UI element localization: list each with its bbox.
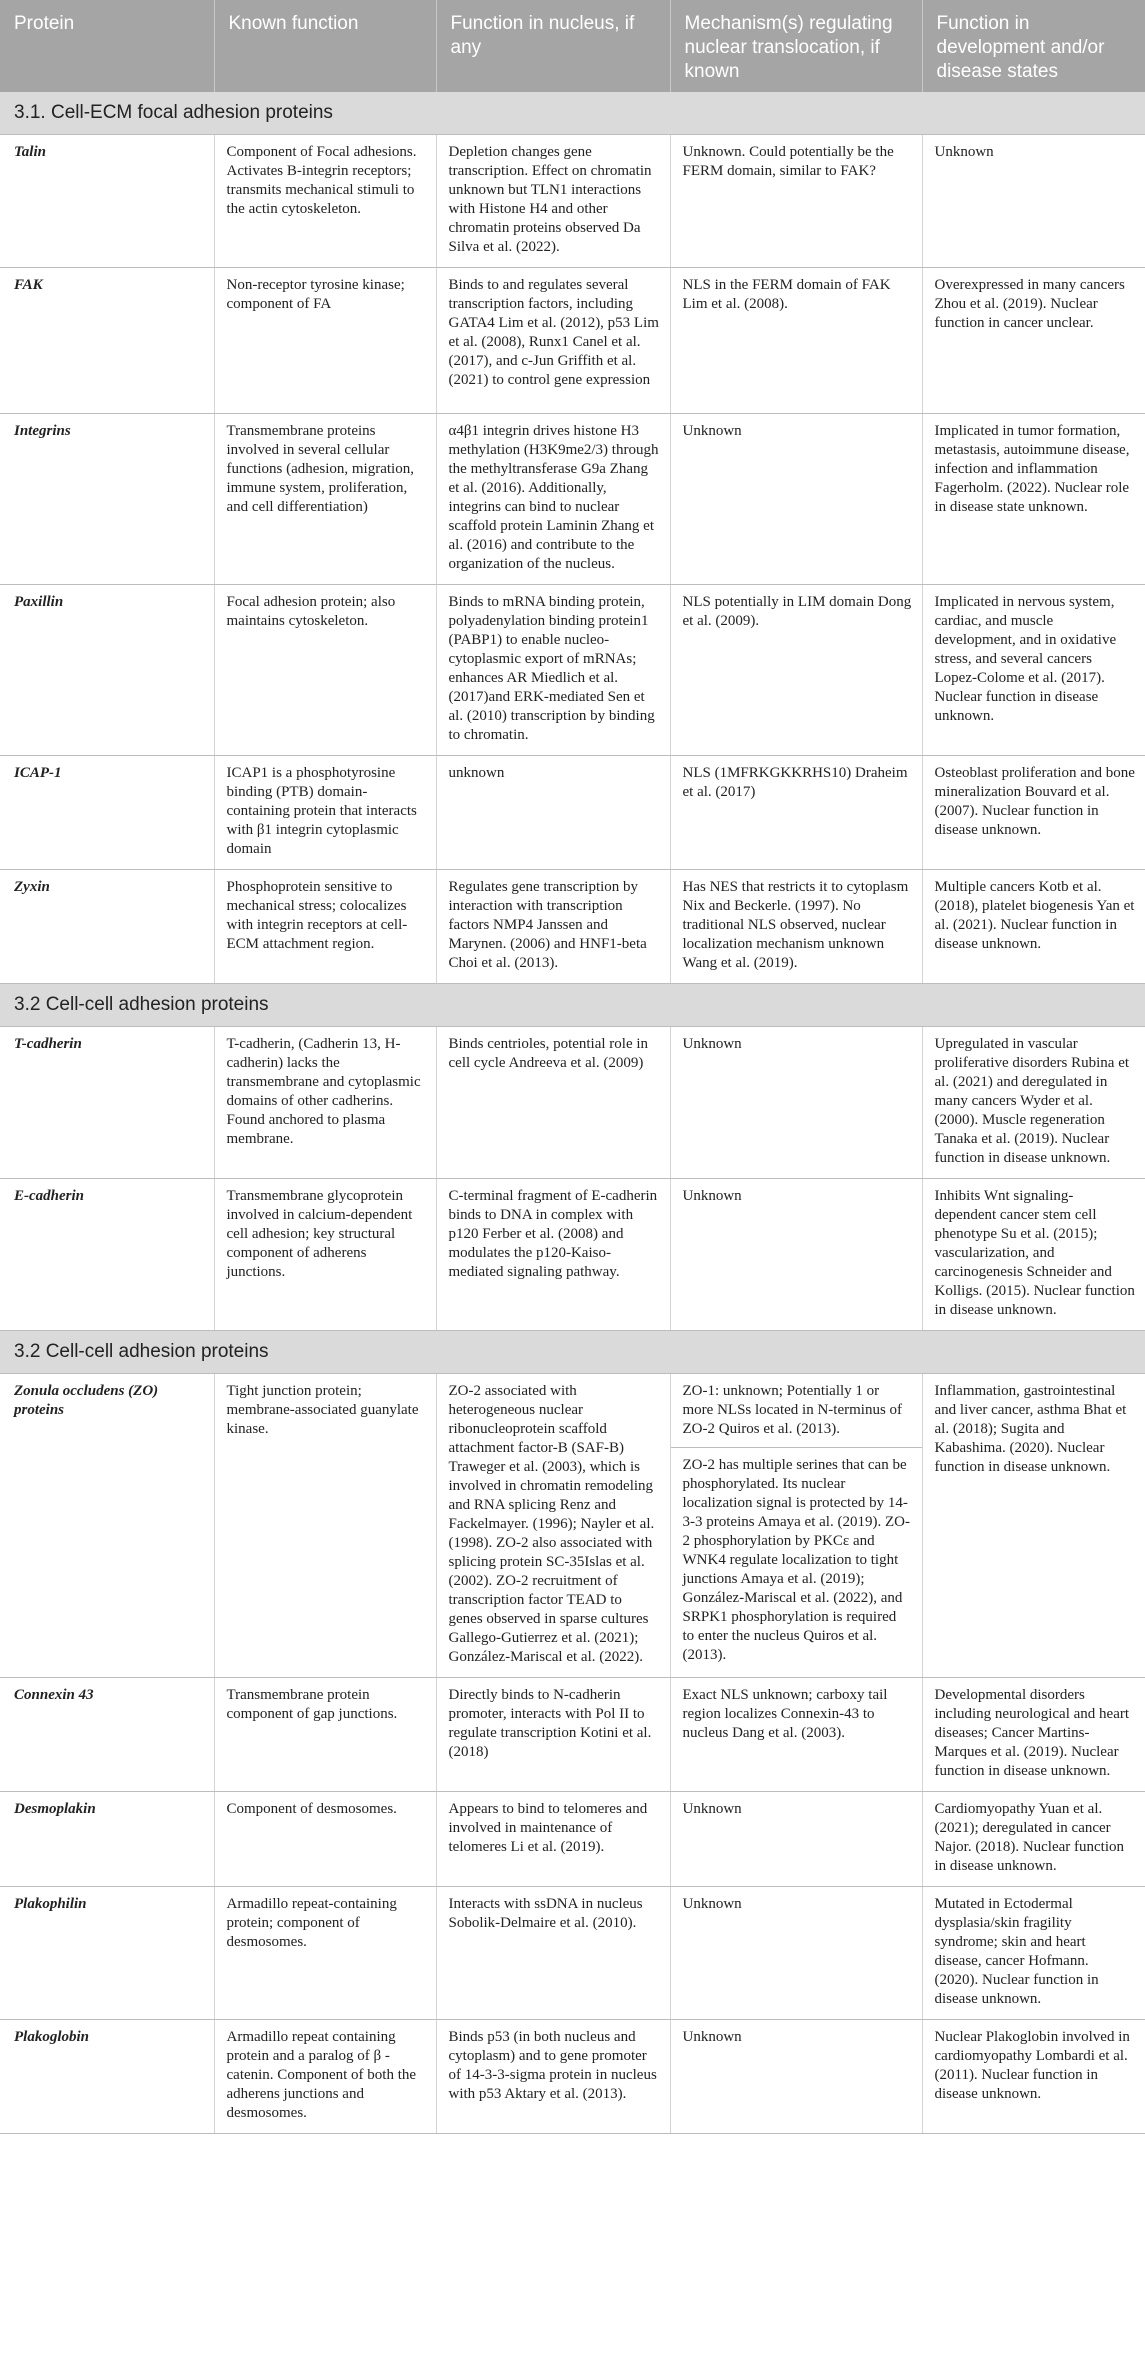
disease-cell: Osteoblast proliferation and bone mineralization Bouvard et al. (2007). Nuclear function in disease unknown. (922, 756, 1145, 870)
known-function-cell: Non-receptor tyrosine kinase; component of FA (214, 268, 436, 414)
protein-cell: Plakophilin (0, 1887, 214, 2020)
disease-cell: Implicated in tumor formation, metastasis, autoimmune disease, infection and inflammation Fagerholm. (2022). Nuclear role in disease state unknown. (922, 414, 1145, 585)
table-row (0, 268, 1145, 414)
header-protein: Protein (0, 0, 214, 92)
mechanism-cell (670, 1678, 922, 1792)
table-row (0, 135, 1145, 268)
nucleus-function-cell: C-terminal fragment of E-cadherin binds to DNA in complex with p120 Ferber et al. (2008) and modulates the p120-Kaiso-mediated signaling pathway. (436, 1179, 670, 1331)
protein-cell: Talin (0, 135, 214, 268)
nucleus-function-cell: Binds centrioles, potential role in cell cycle Andreeva et al. (2009) (436, 1027, 670, 1179)
nucleus-function-cell: Binds to and regulates several transcription factors, including GATA4 Lim et al. (2012), p53 Lim et al. (2008), Runx1 Canel et al. (2017), and c-Jun Griffith et al. (2021) to control gene expression (436, 268, 670, 414)
table-row (0, 756, 1145, 870)
mechanism-text: Unknown (682, 1896, 742, 1912)
protein-cell: FAK (0, 268, 214, 414)
mechanism-cell (670, 1792, 922, 1887)
header-row (0, 0, 1145, 92)
mechanism-cell (670, 135, 922, 268)
mechanism-cell (670, 2020, 922, 2134)
table-row (0, 1792, 1145, 1887)
known-function-cell: ICAP1 is a phosphotyrosine binding (PTB) domain-containing protein that interacts with β1 integrin cytoplasmic domain (214, 756, 436, 870)
table-row (0, 1887, 1145, 2020)
disease-cell: Inflammation, gastrointestinal and liver cancer, asthma Bhat et al. (2018); Sugita and Kabashima. (2020). Nuclear function in disease unknown. (922, 1374, 1145, 1678)
mechanism-text: Unknown (682, 1188, 742, 1204)
mechanism-text: Has NES that restricts it to cytoplasm Nix and Beckerle. (1997). No traditional NLS observed, nuclear localization mechanism unknown Wang et al. (2019). (682, 879, 909, 971)
mechanism-text: Unknown (682, 1801, 742, 1817)
protein-cell: Connexin 43 (0, 1678, 214, 1792)
known-function-cell: Tight junction protein; membrane-associated guanylate kinase. (214, 1374, 436, 1678)
known-function-cell: Component of desmosomes. (214, 1792, 436, 1887)
header-known-function: Known function (214, 0, 436, 92)
protein-cell: Paxillin (0, 585, 214, 756)
section-header (0, 984, 1145, 1027)
known-function-cell: Transmembrane proteins involved in several cellular functions (adhesion, migration, immune system, proliferation, and cell differentiation) (214, 414, 436, 585)
mechanism-text: NLS (1MFRKGKKRHS10) Draheim et al. (2017) (682, 765, 908, 800)
nucleus-function-cell: α4β1 integrin drives histone H3 methylation (H3K9me2/3) through the methyltransferase G9a Zhang et al. (2016). Additionally, integrins can bind to nuclear scaffold protein Laminin Zhang et al. (2016) and contribute to the organization of the nucleus. (436, 414, 670, 585)
nucleus-function-cell: unknown (436, 756, 670, 870)
nucleus-function-cell: Binds p53 (in both nucleus and cytoplasm) and to gene promoter of 14-3-3-sigma protein in nucleus with p53 Aktary et al. (2013). (436, 2020, 670, 2134)
mechanism-text: Unknown (682, 2029, 742, 2045)
nucleus-function-cell: Binds to mRNA binding protein, polyadenylation binding protein1 (PABP1) to enable nucleo-cytoplasmic export of mRNAs; enhances AR Miedlich et al. (2017)and ERK-mediated Sen et al. (2010) transcription by binding to chromatin. (436, 585, 670, 756)
nucleus-function-cell: Regulates gene transcription by interaction with transcription factors NMP4 Janssen and Marynen. (2006) and HNF1-beta Choi et al. (2013). (436, 870, 670, 984)
disease-cell: Implicated in nervous system, cardiac, and muscle development, and in oxidative stress, and several cancers Lopez-Colome et al. (2017). Nuclear function in disease unknown. (922, 585, 1145, 756)
disease-cell: Developmental disorders including neurological and heart diseases; Cancer Martins-Marques et al. (2019). Nuclear function in disease unknown. (922, 1678, 1145, 1792)
protein-cell: Desmoplakin (0, 1792, 214, 1887)
table-row (0, 1678, 1145, 1792)
disease-cell: Overexpressed in many cancers Zhou et al. (2019). Nuclear function in cancer unclear. (922, 268, 1145, 414)
nucleus-function-cell: Depletion changes gene transcription. Effect on chromatin unknown but TLN1 interactions with Histone H4 and other chromatin proteins observed Da Silva et al. (2022). (436, 135, 670, 268)
mechanism-text: NLS in the FERM domain of FAK Lim et al. (2008). (682, 277, 891, 312)
known-function-cell: Armadillo repeat-containing protein; component of desmosomes. (214, 1887, 436, 2020)
table-row (0, 585, 1145, 756)
mechanism-cell (670, 1374, 922, 1678)
disease-cell: Unknown (922, 135, 1145, 268)
mechanism-cell (670, 1027, 922, 1179)
disease-cell: Nuclear Plakoglobin involved in cardiomyopathy Lombardi et al. (2011). Nuclear function in disease unknown. (922, 2020, 1145, 2134)
known-function-cell: Armadillo repeat containing protein and a paralog of β -catenin. Component of both the adherens junctions and desmosomes. (214, 2020, 436, 2134)
known-function-cell: T-cadherin, (Cadherin 13, H-cadherin) lacks the transmembrane and cytoplasmic domains of other cadherins. Found anchored to plasma membrane. (214, 1027, 436, 1179)
known-function-cell: Component of Focal adhesions. Activates B-integrin receptors; transmits mechanical stimuli to the actin cytoskeleton. (214, 135, 436, 268)
header-function-in-nucleus: Function in nucleus, if any (436, 0, 670, 92)
mechanism-cell (670, 585, 922, 756)
protein-cell: T-cadherin (0, 1027, 214, 1179)
protein-cell: Plakoglobin (0, 2020, 214, 2134)
mechanism-cell (670, 268, 922, 414)
known-function-cell: Transmembrane glycoprotein involved in calcium-dependent cell adhesion; key structural component of adherens junctions. (214, 1179, 436, 1331)
known-function-cell: Phosphoprotein sensitive to mechanical stress; colocalizes with integrin receptors at cell-ECM attachment region. (214, 870, 436, 984)
section-title: 3.2 Cell-cell adhesion proteins (0, 1331, 1145, 1374)
known-function-cell: Transmembrane protein component of gap junctions. (214, 1678, 436, 1792)
protein-cell: Zonula occludens (ZO) proteins (0, 1374, 214, 1678)
table-body (0, 92, 1145, 2134)
mechanism-cell (670, 870, 922, 984)
table-row (0, 1027, 1145, 1179)
protein-cell: E-cadherin (0, 1179, 214, 1331)
table-row (0, 1179, 1145, 1331)
mechanism-text: ZO-1: unknown; Potentially 1 or more NLSs located in N-terminus of ZO-2 Quiros et al. (2013). (682, 1383, 903, 1437)
header-mechanism: Mechanism(s) regulating nuclear translocation, if known (670, 0, 922, 92)
nucleus-function-cell: Appears to bind to telomeres and involved in maintenance of telomeres Li et al. (2019). (436, 1792, 670, 1887)
section-header (0, 1331, 1145, 1374)
mechanism-text: Unknown (682, 423, 742, 439)
mechanism-text: Unknown (682, 1036, 742, 1052)
section-title: 3.1. Cell-ECM focal adhesion proteins (0, 92, 1145, 135)
mechanism-cell (670, 1887, 922, 2020)
protein-cell: ICAP-1 (0, 756, 214, 870)
table-row (0, 2020, 1145, 2134)
protein-cell: Integrins (0, 414, 214, 585)
nucleus-function-cell: ZO-2 associated with heterogeneous nuclear ribonucleoprotein scaffold attachment factor-B (SAF-B) Traweger et al. (2003), which is involved in chromatin remodeling and RNA splicing Renz and Fackelmayer. (1996); Nayler et al. (1998). ZO-2 also associated with splicing protein SC-35Islas et al. (2002). ZO-2 recruitment of transcription factor TEAD to genes observed in sparse cultures Gallego-Gutierrez et al. (2021); González-Mariscal et al. (2022). (436, 1374, 670, 1678)
mechanism-cell (670, 756, 922, 870)
nucleus-function-cell: Directly binds to N-cadherin promoter, interacts with Pol II to regulate transcription Kotini et al. (2018) (436, 1678, 670, 1792)
known-function-cell: Focal adhesion protein; also maintains cytoskeleton. (214, 585, 436, 756)
section-header (0, 92, 1145, 135)
disease-cell: Mutated in Ectodermal dysplasia/skin fragility syndrome; skin and heart disease, cancer Hofmann. (2020). Nuclear function in disease unknown. (922, 1887, 1145, 2020)
table-row (0, 870, 1145, 984)
mechanism-cell (670, 1179, 922, 1331)
disease-cell: Multiple cancers Kotb et al. (2018), platelet biogenesis Yan et al. (2021). Nuclear function in disease unknown. (922, 870, 1145, 984)
disease-cell: Cardiomyopathy Yuan et al. (2021); deregulated in cancer Najor. (2018). Nuclear function in disease unknown. (922, 1792, 1145, 1887)
table-row (0, 414, 1145, 585)
protein-cell: Zyxin (0, 870, 214, 984)
table-row (0, 1374, 1145, 1678)
mechanism-text: Exact NLS unknown; carboxy tail region localizes Connexin-43 to nucleus Dang et al. (2003). (682, 1687, 888, 1741)
section-title: 3.2 Cell-cell adhesion proteins (0, 984, 1145, 1027)
mechanism-cell (670, 414, 922, 585)
header-development-disease: Function in development and/or disease states (922, 0, 1145, 92)
disease-cell: Upregulated in vascular proliferative disorders Rubina et al. (2021) and deregulated in many cancers Wyder et al. (2000). Muscle regeneration Tanaka et al. (2019). Nuclear function in disease unknown. (922, 1027, 1145, 1179)
nucleus-function-cell: Interacts with ssDNA in nucleus Sobolik-Delmaire et al. (2010). (436, 1887, 670, 2020)
mechanism-text: NLS potentially in LIM domain Dong et al. (2009). (682, 594, 912, 629)
mechanism-text: ZO-2 has multiple serines that can be phosphorylated. Its nuclear localization signal is protected by 14-3-3 proteins Amaya et al. (2019). ZO-2 phosphorylation by PKCε and WNK4 regulate localization to tight junctions Amaya et al. (2019); González-Mariscal et al. (2022), and SRPK1 phosphorylation is required to enter the nucleus Quiros et al. (2013). (671, 1447, 922, 1665)
mechanism-text: Unknown. Could potentially be the FERM domain, similar to FAK? (682, 144, 894, 179)
disease-cell: Inhibits Wnt signaling-dependent cancer stem cell phenotype Su et al. (2015); vascularization, and carcinogenesis Schneider and Kolligs. (2015). Nuclear function in disease unknown. (922, 1179, 1145, 1331)
